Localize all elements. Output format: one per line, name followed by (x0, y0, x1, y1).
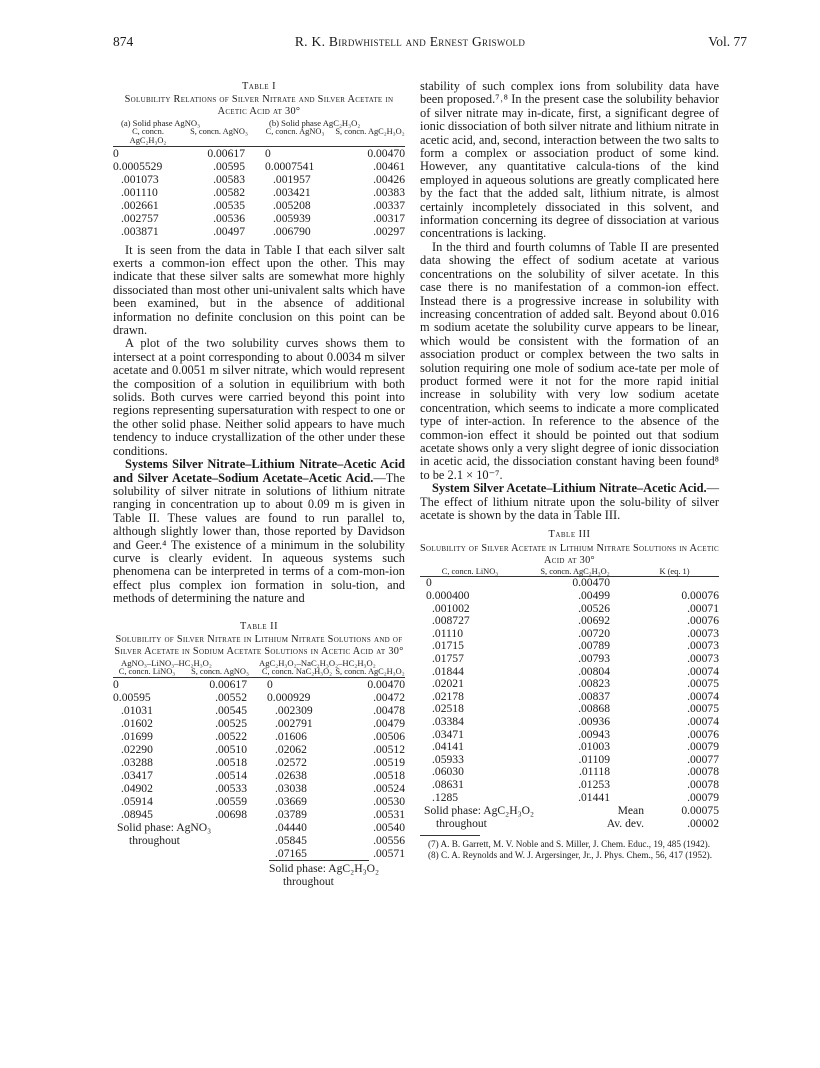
spacer (113, 606, 405, 620)
table-cell: .003421 (273, 185, 311, 199)
table-cell: .00571 (373, 846, 405, 860)
table-cell: .02572 (275, 755, 307, 769)
table-cell: 0.00470 (367, 146, 405, 160)
table3-throughout: throughout (436, 817, 487, 831)
table-cell: .00073 (687, 639, 719, 653)
table-cell: .008727 (432, 614, 470, 628)
table1-col-header: C, concn. AgC₂H₃O₂ (129, 127, 167, 145)
footnote: (7) A. B. Garrett, M. V. Noble and S. Miller, J. Chem. Educ., 19, 485 (1942). (428, 839, 711, 850)
table3-header (420, 568, 719, 577)
paragraph: stability of such complex ions from solubility data have been proposed.⁷˒⁸ In the present case the solubility behavior of silver nitrate may in-dicate, first, a significant degree of ionic dissociation of both silver nitrate and lithium nitrate in acetic acid, and, second, interaction between the two salts to form a complex or association product of some kind. However, any quantitative calcula-tions of the kind employed in aqueous solutions are greatly complicated here by the fact that the added salt, lithium nitrate, is almost certainly incompletely dissociated in this solvent, and information concerning its degree of dissociation at various concentrations is lacking. (420, 79, 719, 241)
table-cell: .00074 (687, 689, 719, 703)
table-cell: .04141 (432, 740, 464, 754)
table3-col-header: C, concn. LiNO₃ (441, 566, 499, 576)
table-cell: .02021 (432, 677, 464, 691)
table2-throughout-b: throughout (283, 874, 334, 888)
table-cell: .00074 (687, 664, 719, 678)
table-cell: .03471 (432, 727, 464, 741)
table-cell: .00936 (578, 714, 610, 728)
table1-col-header: S, concn. AgC₂H₃O₂ (335, 127, 405, 137)
table3-footer (420, 804, 719, 830)
table-cell: .00518 (215, 755, 247, 769)
table-cell: .00514 (215, 768, 247, 782)
table-cell: .01715 (432, 639, 464, 653)
table3-col-header: S, concn. AgC₂H₃O₂ (540, 566, 610, 576)
table-cell: .04440 (275, 820, 307, 834)
table-cell: .00076 (687, 727, 719, 741)
table3-label: Table III (548, 529, 591, 541)
table-cell: .00073 (687, 651, 719, 665)
table-cell: .00692 (578, 614, 610, 628)
table-cell: .00793 (578, 651, 610, 665)
table-cell: .01844 (432, 664, 464, 678)
table-cell: .08631 (432, 777, 464, 791)
table-cell: .00535 (213, 198, 245, 212)
table-cell: .00552 (215, 690, 247, 704)
table2-solid-phase-a: Solid phase: AgNO₃ (117, 820, 212, 834)
table1-col-header: S, concn. AgNO₃ (190, 127, 248, 137)
section-text: —The solubility of silver nitrate in solutions of lithium nitrate ranging in concentration up to about 0.09 m is given in Table II. These values are found to run parallel to, although slightly lower than, those reported by Davidson and Geer.⁴ The existence of a minimum in the solubility curve is clearly evident. In aqueous systems such phenomena can be interpreted in terms of a com-mon-ion effect plus complex ion formation in solu-tion, and methods of determining the nature and (113, 470, 405, 606)
table-cell: .01699 (121, 729, 153, 743)
table2-body (113, 678, 405, 860)
table1 (113, 119, 405, 237)
table-cell: .00506 (373, 729, 405, 743)
table-cell: .02062 (275, 742, 307, 756)
table-cell: .02178 (432, 689, 464, 703)
table-cell: 0 (426, 576, 432, 590)
table-cell: 0.0005529 (113, 159, 163, 173)
table-cell: .00317 (373, 211, 405, 225)
table3-col-header: K (eq. 1) (659, 566, 690, 576)
table-cell: .00478 (373, 703, 405, 717)
table-cell: .00698 (215, 807, 247, 821)
table-cell: .00076 (687, 614, 719, 628)
table-cell: .00524 (373, 781, 405, 795)
table2 (113, 659, 405, 888)
table-cell: .02518 (432, 702, 464, 716)
table-cell: .002309 (275, 703, 313, 717)
table2-header (113, 668, 405, 677)
table-cell: .00079 (687, 740, 719, 754)
table-cell: .005939 (273, 211, 311, 225)
page-number: 874 (113, 34, 134, 49)
table-cell: .00789 (578, 639, 610, 653)
table1-part-b: (b) Solid phase AgC₂H₃O₂ (269, 118, 361, 129)
table-cell: .06030 (432, 765, 464, 779)
paragraph: In the third and fourth columns of Table II are presented data showing the effect of sodium acetate at various concentrations on the solubility of silver acetate. In this case there is no manifestation of a common-ion effect. Instead there is a progressive increase in solubility with increasing concentration of added salt. Beyond about 0.016 m sodium acetate the solubility curve appears to be linear, which would be consistent with the formation of an association product or complex between the two salts in solution requiring one mole of sodium ace-tate per mole of product formed were it not for the more rapid initial increase in solubility with very low sodium acetate concentration, which seems to indicate a more complicated type of inter-action. In reference to the absence of the common-ion effect it should be pointed out that sodium acetate shows only a very slight degree of ionic dissociation in acetic acid, the dissociation constant having been found⁸ to be 2.1 × 10⁻⁷. (420, 239, 719, 482)
table3-solid-phase: Solid phase: AgC₂H₃O₂ (424, 804, 535, 818)
table3-body (420, 577, 719, 804)
table-cell: .03288 (121, 755, 153, 769)
table-cell: .00556 (373, 833, 405, 847)
table-cell: .00540 (373, 820, 405, 834)
table-cell: .00519 (373, 755, 405, 769)
table-cell: .00073 (687, 626, 719, 640)
table-cell: .00518 (373, 768, 405, 782)
table-cell: .002791 (275, 716, 313, 730)
table-cell: .001110 (121, 185, 158, 199)
table1-part-a: (a) Solid phase AgNO₃ (121, 118, 201, 129)
table1-header (113, 128, 405, 145)
table-cell: .01602 (121, 716, 153, 730)
table-cell: .00337 (373, 198, 405, 212)
section-paragraph (420, 482, 719, 522)
table-cell: .00383 (373, 185, 405, 199)
table-cell: .005208 (273, 198, 311, 212)
table-cell: .002757 (121, 211, 159, 225)
table-cell: .00526 (578, 601, 610, 615)
table-cell: .00078 (687, 765, 719, 779)
table-cell: .00512 (373, 742, 405, 756)
table-cell: .00297 (373, 224, 405, 238)
table-cell: .00078 (687, 777, 719, 791)
table-cell: .02638 (275, 768, 307, 782)
table-cell: 0.00595 (113, 690, 151, 704)
table-cell: .03384 (432, 714, 464, 728)
table-cell: .00077 (687, 752, 719, 766)
table1-body (113, 147, 405, 238)
table-cell: .00479 (373, 716, 405, 730)
table-cell: .00720 (578, 626, 610, 640)
table2-system-a: AgNO₃–LiNO₃–HC₂H₃O₂ (121, 657, 212, 668)
footnote: (8) C. A. Reynolds and W. J. Argersinger, Jr., J. Phys. Chem., 56, 417 (1952). (428, 849, 713, 860)
table-cell: 0 (267, 677, 273, 691)
footnote-rule (420, 835, 480, 836)
table2-footer-b (269, 860, 380, 888)
authors: R. K. Birdwhistell and Ernest Griswold (294, 34, 526, 49)
section-text: —The effect of lithium nitrate upon the solu-bility of silver acetate is shown by the data in Table III. (420, 481, 719, 522)
table-cell: .00531 (373, 807, 405, 821)
running-header (0, 34, 820, 54)
table-cell: .08945 (121, 807, 153, 821)
table-cell: .00071 (687, 601, 719, 615)
table-cell: .03038 (275, 781, 307, 795)
table2-label: Table II (240, 620, 278, 632)
table-cell: .001957 (273, 172, 311, 186)
table-cell: .002661 (121, 198, 159, 212)
table2-col-header: S, concn. AgNO₃ (191, 666, 249, 676)
section-heading: Systems Silver Nitrate–Lithium Nitrate–Acetic Acid and Silver Acetate–Sodium Acetate–Acetic Acid. (113, 457, 405, 485)
table-cell: .04902 (121, 781, 153, 795)
table-cell: .01031 (121, 703, 153, 717)
table-cell: .00075 (687, 677, 719, 691)
table-cell: .05845 (275, 833, 307, 847)
table2-solid-phase-b: Solid phase: AgC₂H₃O₂ (269, 861, 380, 875)
table-cell: .03789 (275, 807, 307, 821)
table-cell: .01441 (578, 790, 610, 804)
right-column (420, 80, 719, 860)
table-cell: .02290 (121, 742, 153, 756)
table1-label: Table I (241, 81, 277, 92)
table-cell: .00868 (578, 702, 610, 716)
table-cell: .00497 (213, 224, 245, 238)
table3-avdev-label: Av. dev. (606, 817, 644, 831)
table-cell: .01606 (275, 729, 307, 743)
table-cell (113, 834, 255, 847)
table-cell: .00510 (215, 742, 247, 756)
table-cell: .003871 (121, 224, 159, 238)
table-cell: .006790 (273, 224, 311, 238)
table-cell: .00472 (373, 690, 405, 704)
table-cell: 0 (113, 677, 119, 691)
table-cell: .001002 (432, 601, 470, 615)
table-cell: .00943 (578, 727, 610, 741)
table-cell: .05933 (432, 752, 464, 766)
table-cell: .00837 (578, 689, 610, 703)
section-paragraph (113, 458, 405, 605)
table-cell: .03417 (121, 768, 153, 782)
table-cell: .01757 (432, 651, 464, 665)
table-cell: .00533 (215, 781, 247, 795)
table-cell: 0.0007541 (265, 159, 315, 173)
table2-col-header: S, concn. AgC₂H₃O₂ (335, 666, 405, 676)
table-cell: .01110 (432, 626, 464, 640)
table-cell: .00522 (215, 729, 247, 743)
table-cell: .00499 (578, 589, 610, 602)
table-cell: .01118 (578, 765, 610, 779)
table3-mean-value: 0.00075 (681, 804, 719, 818)
table-cell: 0 (265, 146, 271, 160)
table3-title: Solubility of Silver Acetate in Lithium Nitrate Solutions in Acetic Acid at 30° (420, 542, 720, 566)
table3 (420, 568, 719, 830)
table2-col-header: C, concn. NaC₂H₃O₂ (261, 666, 333, 676)
table3-mean-label: Mean (617, 804, 644, 818)
table2-system-b: AgC₂H₃O₂–NaC₂H₃O₂–HC₂H₃O₂ (259, 657, 376, 668)
table-cell: .07165 (275, 846, 307, 860)
table-cell: .00559 (215, 794, 247, 808)
table-cell: 0.000929 (267, 690, 311, 704)
table-cell (113, 847, 255, 860)
table-cell: 0.000400 (426, 589, 470, 602)
table-cell: 0.00076 (681, 589, 719, 602)
paragraph: A plot of the two solubility curves shows them to intersect at a point corresponding to about 0.0034 m silver acetate and 0.0051 m silver nitrate, which would represent the composition of a solution in equilibrium with both solids. Both curves were carried beyond this point into regions representing supersaturation with respect to one or the other solid phase. Neither solid appears to have much tendency to induce crystallization of the other under these conditions. (113, 336, 405, 458)
volume: Vol. 77 (708, 34, 747, 49)
table-cell: .01003 (578, 740, 610, 754)
table-cell: .00426 (373, 172, 405, 186)
table-cell: .00461 (373, 159, 405, 173)
table-cell: .00536 (213, 211, 245, 225)
table-cell: 0.00470 (572, 576, 610, 590)
left-column (113, 80, 405, 888)
table-cell: .00582 (213, 185, 245, 199)
table-cell: .01109 (578, 752, 610, 766)
table-cell: .00079 (687, 790, 719, 804)
table-cell: .05914 (121, 794, 153, 808)
table-cell: .00545 (215, 703, 247, 717)
table2-col-header: C, concn. LiNO₃ (118, 666, 176, 676)
table1-title: Solubility Relations of Silver Nitrate and Silver Acetate in Acetic Acid at 30° (124, 94, 394, 118)
table-cell: 0.00470 (367, 677, 405, 691)
table-cell (113, 821, 255, 834)
table-cell: .00074 (687, 714, 719, 728)
table-cell: 0.00617 (209, 677, 247, 691)
table-cell: 0 (113, 146, 119, 160)
table3-avdev-value: .00002 (687, 817, 719, 831)
table-cell: 0.00617 (207, 146, 245, 160)
table-cell: .00804 (578, 664, 610, 678)
table-cell: .00823 (578, 677, 610, 691)
table1-col-header: C, concn. AgNO₃ (265, 127, 325, 137)
table-cell: .01253 (578, 777, 610, 791)
table-cell: .00530 (373, 794, 405, 808)
table2-title: Solubility of Silver Nitrate in Lithium Nitrate Solutions and of Silver Acetate in Sodium Acetate Solutions in Acetic Acid at 30° (114, 633, 404, 657)
table2-throughout-a: throughout (129, 833, 180, 847)
table-cell: .03669 (275, 794, 307, 808)
table-cell: .00075 (687, 702, 719, 716)
section-heading: System Silver Acetate–Lithium Nitrate–Acetic Acid. (432, 481, 707, 496)
table-cell: .00583 (213, 172, 245, 186)
paragraph: It is seen from the data in Table I that each silver salt exerts a common-ion effect upon the other. This may indicate that these silver salts are somewhat more highly dissociated than most other uni-univalent salts which have been examined, but in the absence of additional information no definite conclusion on this point can be drawn. (113, 242, 405, 338)
table-cell: .00525 (215, 716, 247, 730)
table-cell: .001073 (121, 172, 159, 186)
table-cell: .00595 (213, 159, 245, 173)
table-cell: .1285 (432, 790, 459, 804)
